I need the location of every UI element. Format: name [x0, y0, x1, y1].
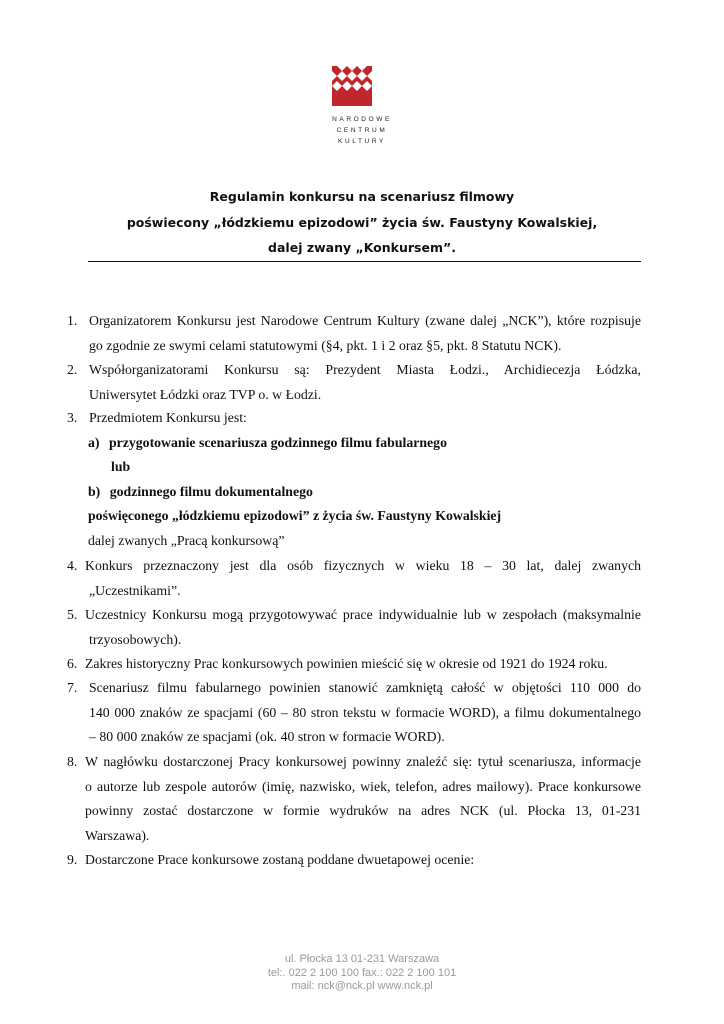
footer-address: ul. Płocka 13 01-231 Warszawa: [284, 953, 440, 965]
title-line-2: poświecony „łódzkiemu epizodowi” życia św. Faustyny Kowalskiej,: [126, 214, 598, 230]
document-title: [80, 184, 644, 261]
logo-line-3: KULTURY: [338, 138, 386, 145]
list-item: [67, 554, 641, 603]
option-a-text: przygotowanie scenariusza godzinnego filmu fabularnego: [108, 435, 447, 450]
item-line: Współorganizatorami Konkursu są: Prezydent Miasta Łodzi., Archidiecezja Łódzka,: [89, 362, 641, 377]
item-number: 8.: [67, 754, 78, 769]
subject-or: lub: [111, 459, 131, 474]
option-b-text: godzinnego filmu dokumentalnego: [109, 484, 313, 499]
item-number: 2.: [67, 362, 78, 377]
nck-logo: [332, 66, 372, 106]
item-number: 3.: [67, 410, 78, 425]
item-line: Organizatorem Konkursu jest Narodowe Centrum Kultury (zwane dalej „NCK”), które rozpisuje: [89, 313, 641, 328]
subject-called: dalej zwanych „Pracą konkursową”: [88, 533, 285, 548]
item-line: Warszawa).: [85, 827, 150, 843]
item-number: 9.: [67, 852, 78, 867]
logo-line-1: NARODOWE: [332, 116, 392, 123]
item-line: Dostarczone Prace konkursowe zostaną poddane dwuetapowej ocenie:: [85, 852, 475, 867]
list-item: [67, 652, 641, 677]
title-line-1: Regulamin konkursu na scenariusz filmowy: [209, 189, 515, 204]
list-item: [67, 309, 641, 358]
item-line: trzyosobowych).: [89, 631, 182, 647]
item-number: 7.: [67, 680, 78, 695]
item-number: 6.: [67, 656, 78, 671]
subject-dedication: poświęconego „łódzkiemu epizodowi” z życia św. Faustyny Kowalskiej: [88, 508, 502, 523]
item-number: 4.: [67, 558, 78, 573]
item-number: 5.: [67, 607, 78, 622]
title-line-3: dalej zwany „Konkursem”.: [268, 240, 456, 255]
list-item: [67, 848, 641, 873]
item-line: o autorze lub zespole autorów (imię, nazwisko, wiek, telefon, adres mailowy). Prace konkursowe: [85, 778, 641, 794]
item-line: „Uczestnikami”.: [89, 582, 181, 598]
list-item: [67, 603, 641, 652]
item-line: Przedmiotem Konkursu jest:: [89, 410, 247, 425]
title-divider: [88, 261, 641, 262]
list-item: [67, 750, 641, 848]
item-line: Zakres historyczny Prac konkursowych powinien mieścić się w okresie od 1921 do 1924 roku.: [85, 656, 608, 671]
item-number: 1.: [67, 313, 78, 328]
item-line: 140 000 znaków ze spacjami (60 – 80 stron tekstu w formacie WORD), a filmu dokumentalnego: [89, 704, 641, 720]
footer-contact: mail: nck@nck.pl www.nck.pl: [291, 980, 433, 992]
item-line: Uczestnicy Konkursu mogą przygotowywać prace indywidualnie lub w zespołach (maksymalnie: [85, 607, 641, 622]
page-footer: [162, 953, 562, 994]
item-line: Uniwersytet Łódzki oraz TVP o. w Łodzi.: [89, 386, 322, 402]
subject-option-b: [88, 480, 628, 505]
footer-phone: tel:. 022 2 100 100 fax.: 022 2 100 101: [267, 966, 457, 979]
item-line: Scenariusz filmu fabularnego powinien stanowić zamkniętą całość w objętości 110 000 do: [89, 680, 641, 695]
item-line: Konkurs przeznaczony jest dla osób fizycznych w wieku 18 – 30 lat, dalej zwanych: [85, 558, 641, 573]
item-line: – 80 000 znaków ze spacjami (ok. 40 stron w formacie WORD).: [89, 729, 445, 744]
subject-option-a: [88, 431, 628, 456]
item-line: W nagłówku dostarczonej Pracy konkursowej powinny znaleźć się: tytuł scenariusza, informacje: [85, 754, 641, 769]
list-item: [67, 358, 641, 407]
list-item: [67, 406, 641, 431]
option-b-label: b): [88, 484, 101, 499]
item-line: powinny zostać dostarczone w formie wydruków na adres NCK (ul. Płocka 13, 01-231: [85, 803, 641, 818]
list-item: [67, 676, 641, 750]
option-a-label: a): [88, 435, 100, 450]
item-line: go zgodnie ze swymi celami statutowymi (§4, pkt. 1 i 2 oraz §5, pkt. 8 Statutu NCK).: [89, 337, 562, 353]
logo-wordmark: [312, 114, 412, 147]
logo-line-2: CENTRUM: [336, 127, 388, 134]
